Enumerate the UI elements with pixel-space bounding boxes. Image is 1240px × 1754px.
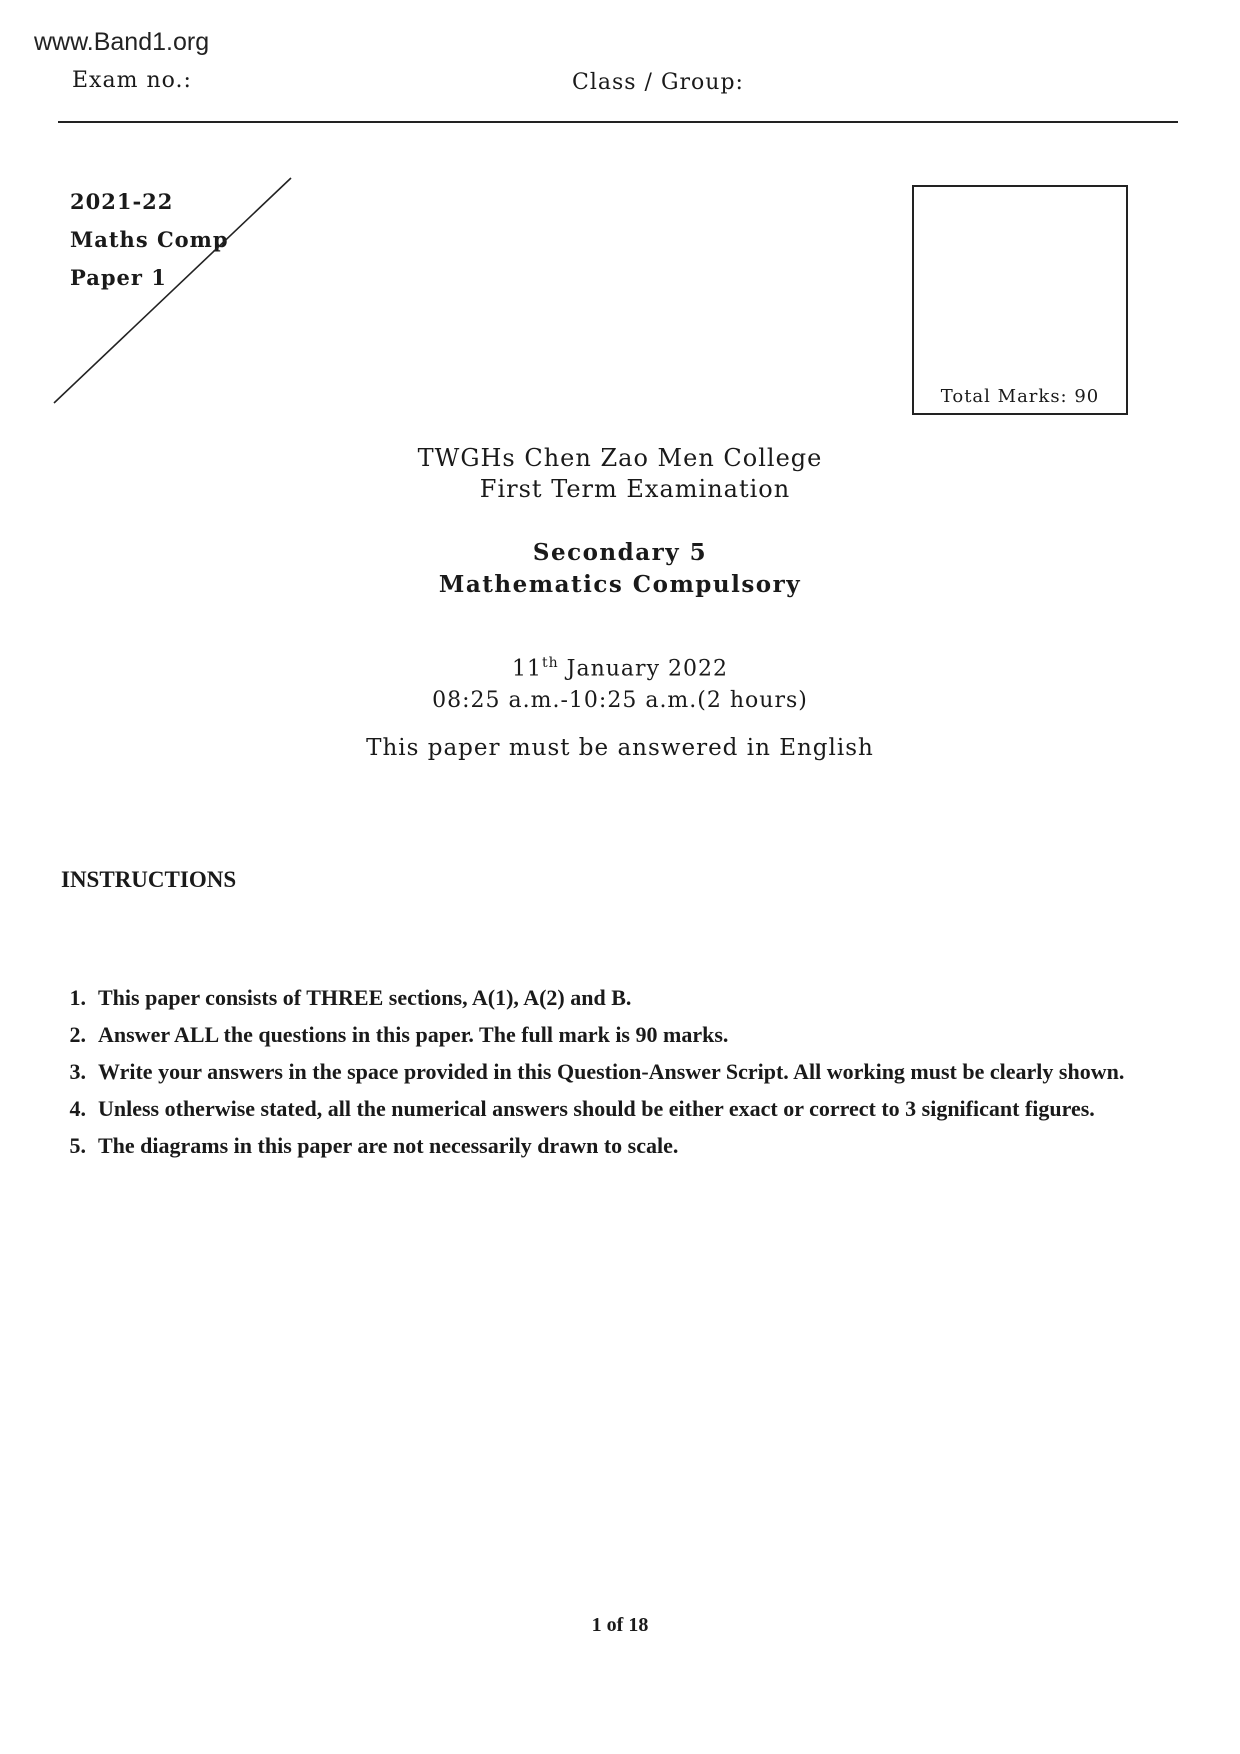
instructions-heading: INSTRUCTIONS xyxy=(61,867,237,892)
watermark: www.Band1.org xyxy=(34,28,210,56)
instruction-item: 3. Write your answers in the space provided in this Question-Answer Script. All working must be clearly shown. xyxy=(69,1059,1125,1084)
exam-no-label: Exam no.: xyxy=(72,68,192,93)
level: Secondary 5 xyxy=(532,539,708,566)
instruction-item: 2. Answer ALL the questions in this paper. The full mark is 90 marks. xyxy=(69,1022,729,1047)
instructions-list xyxy=(56,980,1178,1165)
exam-date: 11th January 2022 xyxy=(512,655,728,682)
header-divider xyxy=(58,121,1178,123)
paper-subject: Maths Comp xyxy=(70,227,229,252)
class-group-label: Class / Group: xyxy=(572,70,744,95)
language-note: This paper must be answered in English xyxy=(366,735,874,761)
date-block xyxy=(0,647,1240,717)
total-marks-box xyxy=(912,185,1128,415)
school-block xyxy=(0,443,1240,505)
subject-title: Mathematics Compulsory xyxy=(438,571,802,598)
exam-name: First Term Examination xyxy=(479,475,791,503)
paper-number: Paper 1 xyxy=(70,265,167,290)
exam-time: 08:25 a.m.-10:25 a.m.(2 hours) xyxy=(432,688,808,714)
page-number: 1 of 18 xyxy=(591,1614,649,1636)
school-name: TWGHs Chen Zao Men College xyxy=(417,444,823,472)
corner-slash-line xyxy=(40,170,300,410)
instruction-item: 4. Unless otherwise stated, all the numerical answers should be either exact or correct to 3 significant figures. xyxy=(69,1096,1095,1121)
instruction-item: 1. This paper consists of THREE sections, A(1), A(2) and B. xyxy=(69,985,632,1010)
paper-year: 2021-22 xyxy=(70,189,174,214)
subject-block xyxy=(0,537,1240,601)
instruction-item: 5. The diagrams in this paper are not necessarily drawn to scale. xyxy=(69,1133,679,1158)
total-marks-label: Total Marks: 90 xyxy=(940,386,1100,407)
